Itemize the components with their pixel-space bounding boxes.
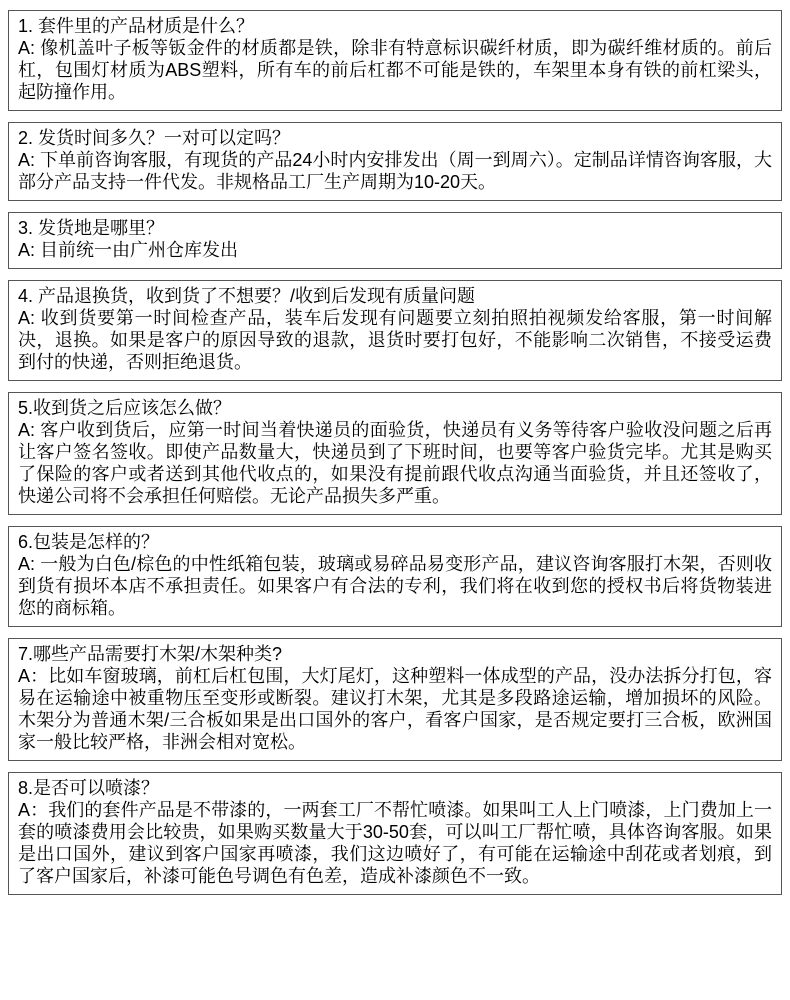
faq-answer-5: A: 客户收到货后，应第一时间当着快递员的面验货，快递员有义务等待客户验收没问题之后再让客户签名签收。即使产品数量大，快递员到了下班时间，也要等客户验货完毕。尤其是购买了保险的客户或者送到其他代收点的，如果没有提前跟代收点沟通当面验货，并且还签收了，快递公司将不会承担任何赔偿。无论产品损失多严重。 — [18, 420, 772, 506]
faq-item-1 — [8, 10, 782, 111]
faq-answer-8: A：我们的套件产品是不带漆的，一两套工厂不帮忙喷漆。如果叫工人上门喷漆，上门费加上一套的喷漆费用会比较贵，如果购买数量大于30-50套，可以叫工厂帮忙喷，具体咨询客服。如果是出口国外，建议到客户国家再喷漆，我们这边喷好了，有可能在运输途中刮花或者划痕，到了客户国家后，补漆可能色号调色有色差，造成补漆颜色不一致。 — [18, 800, 772, 886]
faq-item-3 — [8, 212, 782, 269]
faq-item-2 — [8, 122, 782, 201]
faq-answer-4: A: 收到货要第一时间检查产品，装车后发现有问题要立刻拍照拍视频发给客服，第一时间解决，退换。如果是客户的原因导致的退款，退货时要打包好，不能影响二次销售，不接受运费到付的快递，否则拒绝退货。 — [18, 308, 772, 372]
faq-question-6: 6.包装是怎样的？ — [18, 532, 160, 552]
faq-answer-7: A：比如车窗玻璃，前杠后杠包围，大灯尾灯，这种塑料一体成型的产品，没办法拆分打包，容易在运输途中被重物压至变形或断裂。建议打木架，尤其是多段路途运输，增加损坏的风险。木架分为普通木架/三合板如果是出口国外的客户，看客户国家，是否规定要打三合板，欧洲国家一般比较严格，非洲会相对宽松。 — [18, 666, 772, 752]
faq-item-7 — [8, 638, 782, 761]
faq-item-6 — [8, 526, 782, 627]
faq-item-5 — [8, 392, 782, 515]
faq-answer-2: A: 下单前咨询客服，有现货的产品24小时内安排发出（周一到周六）。定制品详情咨询客服，大部分产品支持一件代发。非规格品工厂生产周期为10-20天。 — [18, 150, 772, 192]
faq-question-7: 7.哪些产品需要打木架/木架种类? — [18, 644, 283, 664]
faq-answer-3: A: 目前统一由广州仓库发出 — [18, 240, 239, 260]
faq-item-4 — [8, 280, 782, 381]
faq-question-5: 5.收到货之后应该怎么做？ — [18, 398, 232, 418]
faq-question-3: 3. 发货地是哪里？ — [18, 218, 165, 238]
faq-question-4: 4. 产品退换货，收到货了不想要？/收到后发现有质量问题 — [18, 286, 476, 306]
faq-question-2: 2. 发货时间多久？一对可以定吗？ — [18, 128, 291, 148]
faq-answer-1: A: 像机盖叶子板等钣金件的材质都是铁，除非有特意标识碳纤材质，即为碳纤维材质的。前后杠，包围灯材质为ABS塑料，所有车的前后杠都不可能是铁的，车架里本身有铁的前杠梁头，起防撞作用。 — [18, 38, 772, 102]
faq-item-8 — [8, 772, 782, 895]
faq-answer-6: A: 一般为白色/棕色的中性纸箱包装，玻璃或易碎品易变形产品，建议咨询客服打木架，否则收到货有损坏本店不承担责任。如果客户有合法的专利，我们将在收到您的授权书后将货物装进您的商标箱。 — [18, 554, 772, 618]
faq-question-8: 8.是否可以喷漆？ — [18, 778, 160, 798]
faq-question-1: 1. 套件里的产品材质是什么？ — [18, 16, 255, 36]
